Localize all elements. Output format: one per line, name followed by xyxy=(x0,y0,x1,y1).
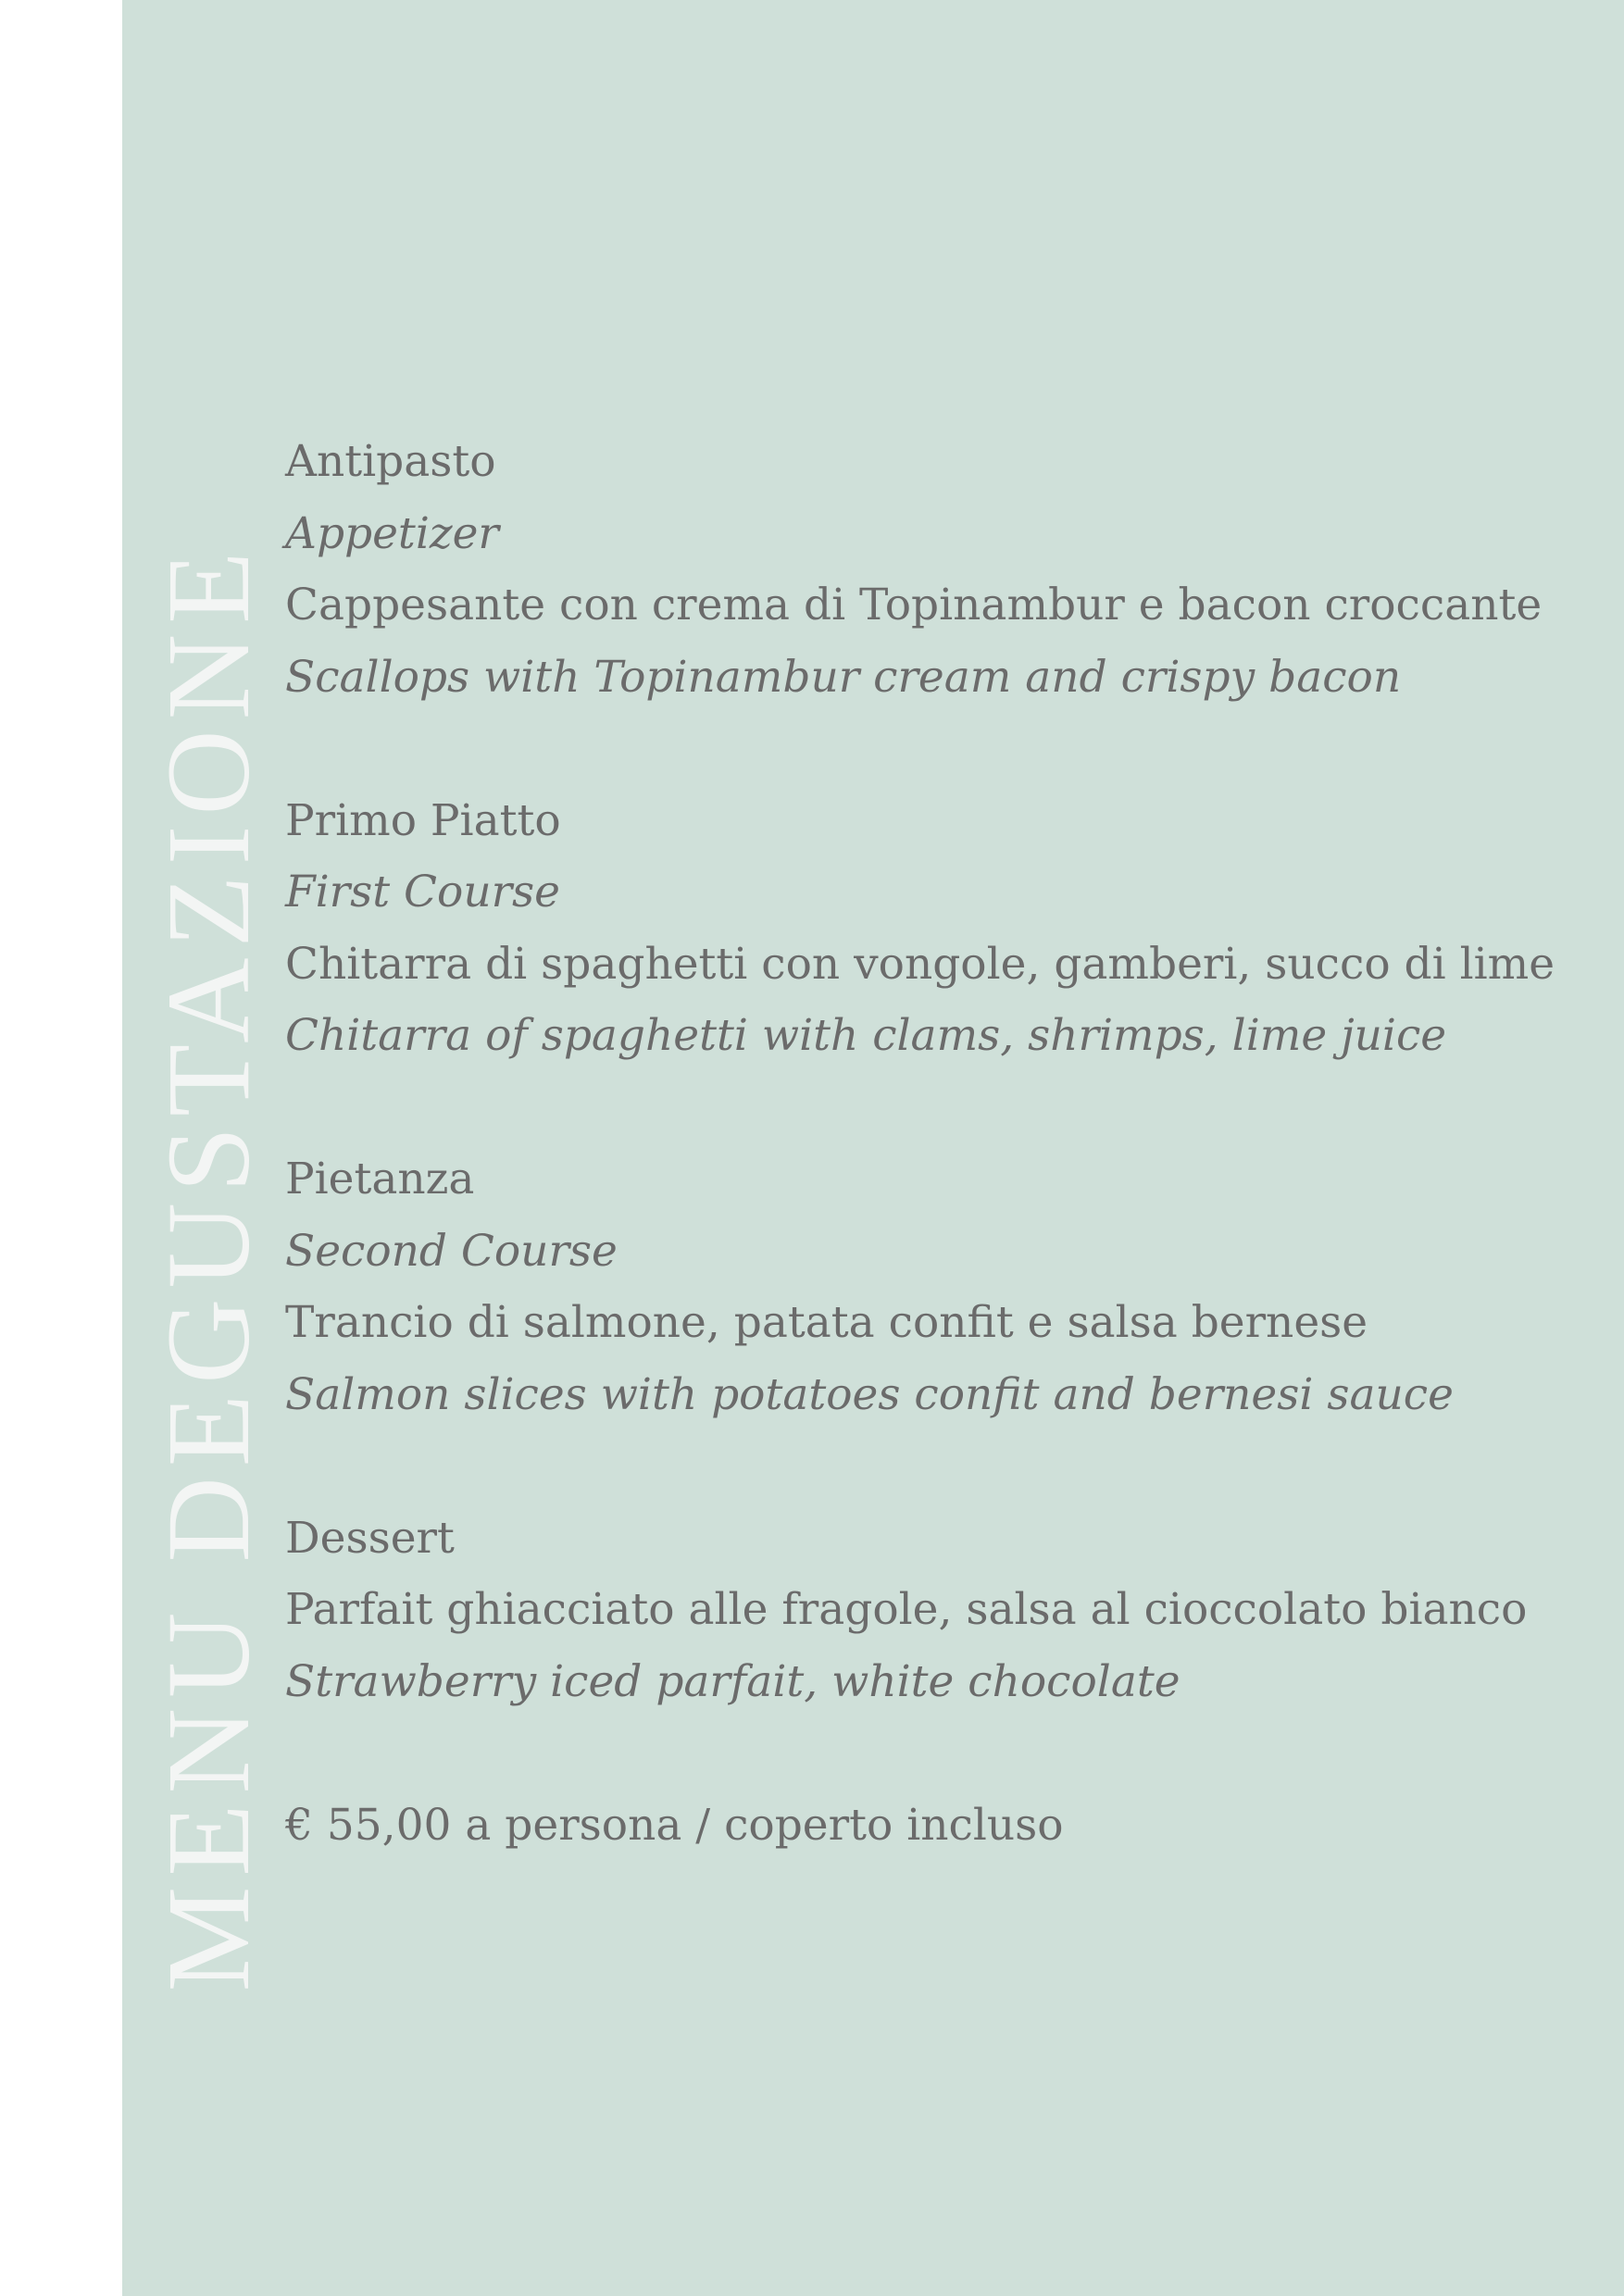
course-heading-italian: Primo Piatto xyxy=(285,794,561,846)
course-antipasto xyxy=(285,426,1600,713)
menu-body xyxy=(285,426,1600,1861)
course-heading-english: Second Course xyxy=(285,1225,618,1277)
course-primo-piatto xyxy=(285,785,1600,1072)
course-pietanza xyxy=(285,1143,1600,1430)
course-heading-italian: Pietanza xyxy=(285,1154,475,1204)
dish-description-italian: Trancio di salmone, patata confit e salsa bernese xyxy=(285,1297,1368,1348)
dish-description-italian: Cappesante con crema di Topinambur e bacon croccante xyxy=(285,580,1543,630)
course-heading-italian: Dessert xyxy=(285,1512,455,1564)
course-heading-english: Appetizer xyxy=(285,507,499,559)
dish-description-english: Scallops with Topinambur cream and crispy bacon xyxy=(285,651,1402,703)
dish-description-italian: Parfait ghiacciato alle fragole, salsa al cioccolato bianco xyxy=(285,1584,1528,1635)
dish-description-english: Salmon slices with potatoes confit and bernesi sauce xyxy=(285,1368,1454,1420)
dish-description-italian: Chitarra di spaghetti con vongole, gamberi, succo di lime xyxy=(285,938,1555,990)
course-heading-english: First Course xyxy=(285,867,560,917)
dish-description-english: Chitarra of spaghetti with clams, shrimps, lime juice xyxy=(285,1010,1447,1061)
dish-description-english: Strawberry iced parfait, white chocolate xyxy=(285,1655,1181,1707)
course-heading-italian: Antipasto xyxy=(285,436,496,487)
course-dessert xyxy=(285,1503,1600,1718)
menu-title-text: MENU DEGUSTAZIONE xyxy=(143,541,274,1992)
price-per-person: € 55,00 a persona / coperto incluso xyxy=(285,1799,1064,1851)
